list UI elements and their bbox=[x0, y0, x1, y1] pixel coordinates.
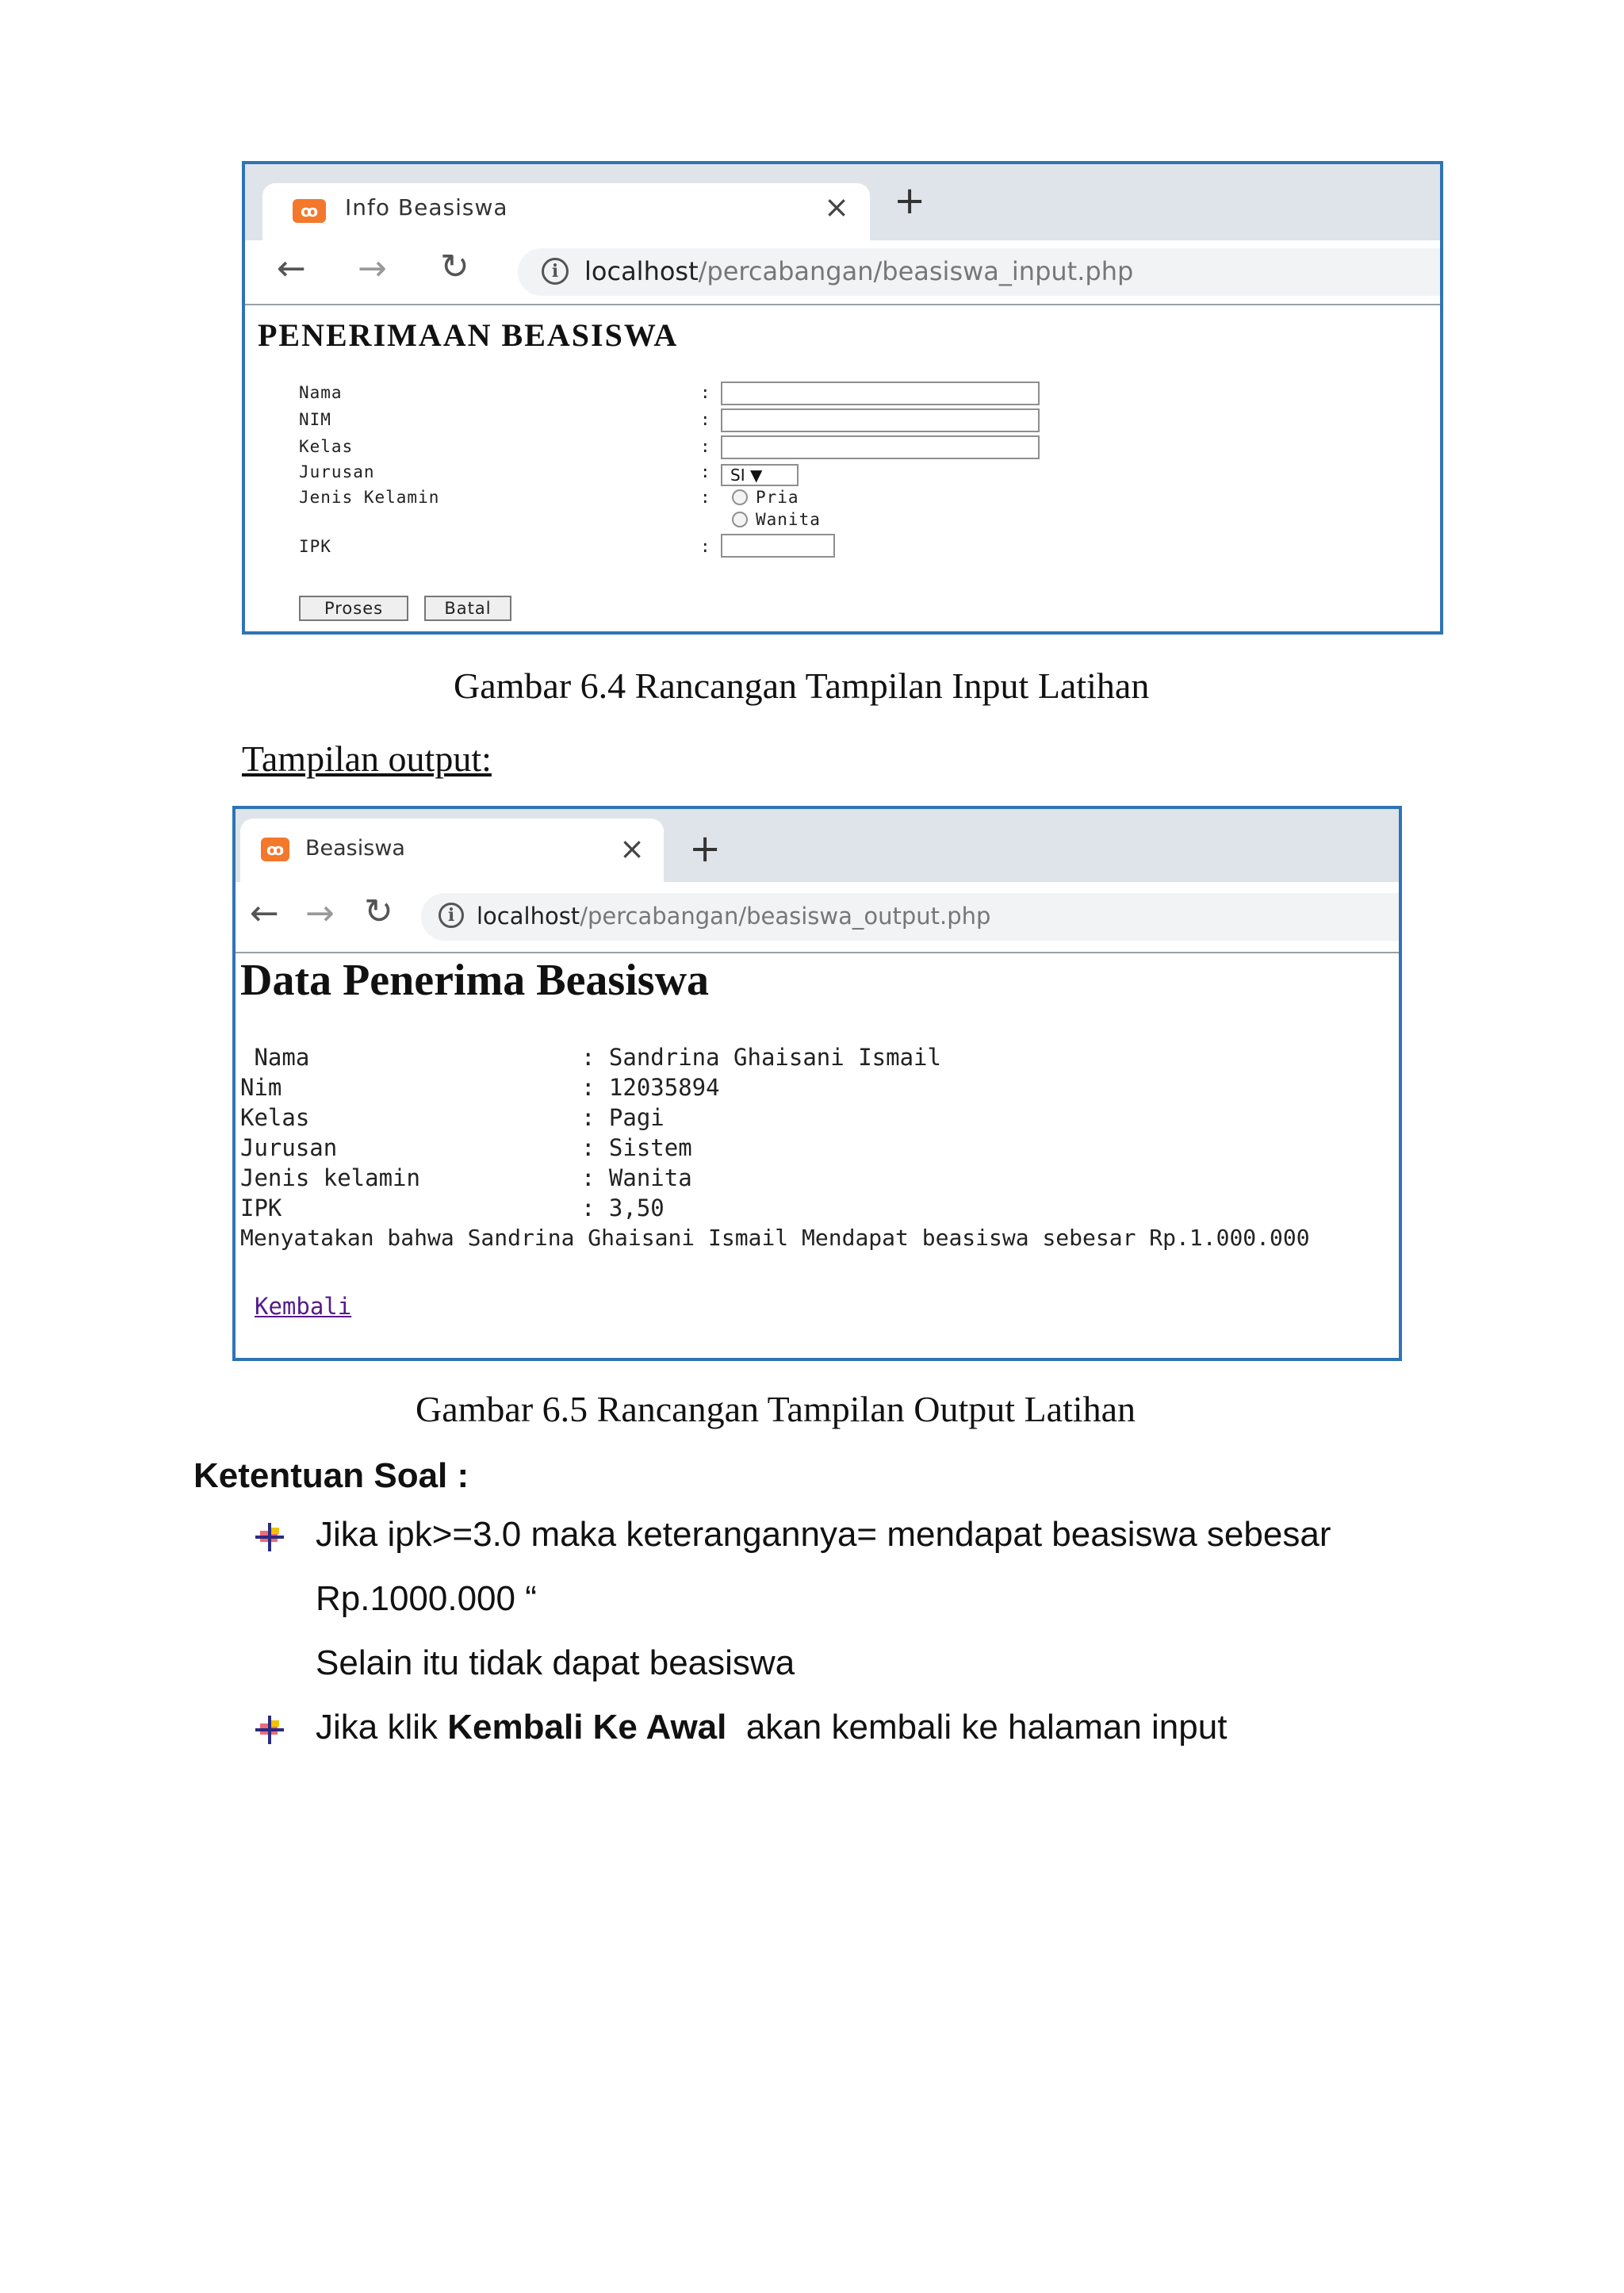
row-label-jenis-kelamin: Jenis kelamin bbox=[240, 1164, 420, 1191]
batal-button[interactable]: Batal bbox=[424, 596, 511, 621]
back-arrow-icon[interactable]: ← bbox=[250, 893, 279, 934]
browser-nav-bar bbox=[245, 240, 1440, 305]
kembali-link[interactable]: Kembali bbox=[255, 1293, 352, 1320]
bullet-icon bbox=[252, 1520, 287, 1555]
colon: : bbox=[700, 437, 710, 456]
xampp-icon: ꝏ bbox=[293, 199, 326, 223]
colon: : bbox=[700, 537, 710, 556]
url-text: localhost/percabangan/beasiswa_input.php bbox=[584, 256, 1134, 286]
field-label-ipk: IPK bbox=[299, 537, 331, 556]
row-value-nim: : 12035894 bbox=[581, 1074, 720, 1101]
ketentuan-item-2-post: akan kembali ke halaman input bbox=[726, 1708, 1228, 1747]
row-label-jurusan: Jurusan bbox=[240, 1134, 338, 1161]
bullet-icon bbox=[252, 1712, 287, 1747]
statement-text: Menyatakan bahwa Sandrina Ghaisani Ismail Mendapat beasiswa sebesar Rp.1.000.000 bbox=[240, 1225, 1310, 1251]
url-text: localhost/percabangan/beasiswa_output.php bbox=[477, 903, 991, 930]
radio-label-wanita: Wanita bbox=[756, 510, 821, 529]
nama-input[interactable] bbox=[721, 382, 1040, 405]
field-label-kelas: Kelas bbox=[299, 437, 354, 456]
nim-input[interactable] bbox=[721, 408, 1040, 432]
kelas-input[interactable] bbox=[721, 435, 1040, 459]
field-label-jenis-kelamin: Jenis Kelamin bbox=[299, 488, 440, 507]
output-page-screenshot bbox=[232, 806, 1402, 1361]
figure-caption-input: Gambar 6.4 Rancangan Tampilan Input Latihan bbox=[454, 665, 1150, 706]
colon: : bbox=[700, 462, 710, 481]
page-title: Data Penerima Beasiswa bbox=[240, 956, 710, 1005]
close-icon[interactable]: × bbox=[824, 190, 849, 224]
back-arrow-icon[interactable]: ← bbox=[277, 248, 306, 289]
colon: : bbox=[700, 488, 710, 507]
input-form-screenshot bbox=[242, 161, 1443, 635]
radio-pria[interactable] bbox=[732, 489, 748, 505]
address-bar[interactable] bbox=[421, 893, 1402, 941]
tab-title: Info Beasiswa bbox=[345, 194, 508, 220]
close-icon[interactable]: × bbox=[619, 831, 645, 866]
field-label-jurusan: Jurusan bbox=[299, 462, 375, 481]
browser-tab-bar bbox=[245, 164, 1440, 240]
browser-tab[interactable] bbox=[262, 183, 870, 240]
row-label-ipk: IPK bbox=[240, 1194, 282, 1221]
forward-arrow-icon[interactable]: → bbox=[358, 248, 387, 289]
ipk-input[interactable] bbox=[721, 534, 835, 558]
forward-arrow-icon[interactable]: → bbox=[305, 893, 335, 934]
row-label-nim: Nim bbox=[240, 1074, 282, 1101]
output-subheading: Tampilan output: bbox=[242, 738, 492, 779]
page-title: PENERIMAAN BEASISWA bbox=[258, 317, 679, 353]
colon: : bbox=[700, 410, 710, 429]
ketentuan-item-1-line-2: Rp.1000.000 “ bbox=[316, 1579, 537, 1618]
row-label-kelas: Kelas bbox=[240, 1104, 310, 1131]
row-value-ipk: : 3,50 bbox=[581, 1194, 665, 1221]
row-value-jurusan: : Sistem bbox=[581, 1134, 692, 1161]
info-icon[interactable]: i bbox=[439, 903, 464, 928]
new-tab-icon[interactable]: + bbox=[689, 826, 722, 871]
ketentuan-item-2-bold: Kembali Ke Awal bbox=[447, 1708, 727, 1747]
new-tab-icon[interactable]: + bbox=[894, 178, 926, 223]
info-icon[interactable]: i bbox=[542, 258, 569, 285]
jurusan-select[interactable]: SI ▼ bbox=[721, 464, 799, 486]
ketentuan-item-2-pre: Jika klik bbox=[316, 1708, 448, 1747]
reload-icon[interactable]: ↻ bbox=[364, 892, 393, 932]
browser-tab[interactable] bbox=[240, 819, 664, 882]
radio-wanita[interactable] bbox=[732, 512, 748, 527]
radio-label-pria: Pria bbox=[756, 488, 799, 507]
ketentuan-item-1-line-1: Jika ipk>=3.0 maka keterangannya= mendapat beasiswa sebesar bbox=[316, 1515, 1331, 1554]
ketentuan-item-1-line-3: Selain itu tidak dapat beasiswa bbox=[316, 1643, 795, 1682]
browser-nav-bar bbox=[236, 882, 1399, 953]
browser-tab-bar bbox=[236, 809, 1399, 882]
ketentuan-heading: Ketentuan Soal : bbox=[193, 1456, 469, 1495]
address-bar[interactable] bbox=[518, 248, 1443, 296]
row-value-nama: : Sandrina Ghaisani Ismail bbox=[581, 1044, 941, 1071]
reload-icon[interactable]: ↻ bbox=[440, 247, 469, 287]
proses-button[interactable]: Proses bbox=[299, 596, 408, 621]
field-label-nim: NIM bbox=[299, 410, 331, 429]
xampp-icon: ꝏ bbox=[261, 838, 289, 861]
row-label-nama: Nama bbox=[240, 1044, 310, 1071]
figure-caption-output: Gambar 6.5 Rancangan Tampilan Output Latihan bbox=[416, 1389, 1136, 1429]
colon: : bbox=[700, 383, 710, 402]
tab-title: Beasiswa bbox=[305, 836, 405, 861]
field-label-nama: Nama bbox=[299, 383, 343, 402]
row-value-jenis-kelamin: : Wanita bbox=[581, 1164, 692, 1191]
row-value-kelas: : Pagi bbox=[581, 1104, 665, 1131]
ketentuan-item-2 bbox=[316, 1708, 1227, 1747]
